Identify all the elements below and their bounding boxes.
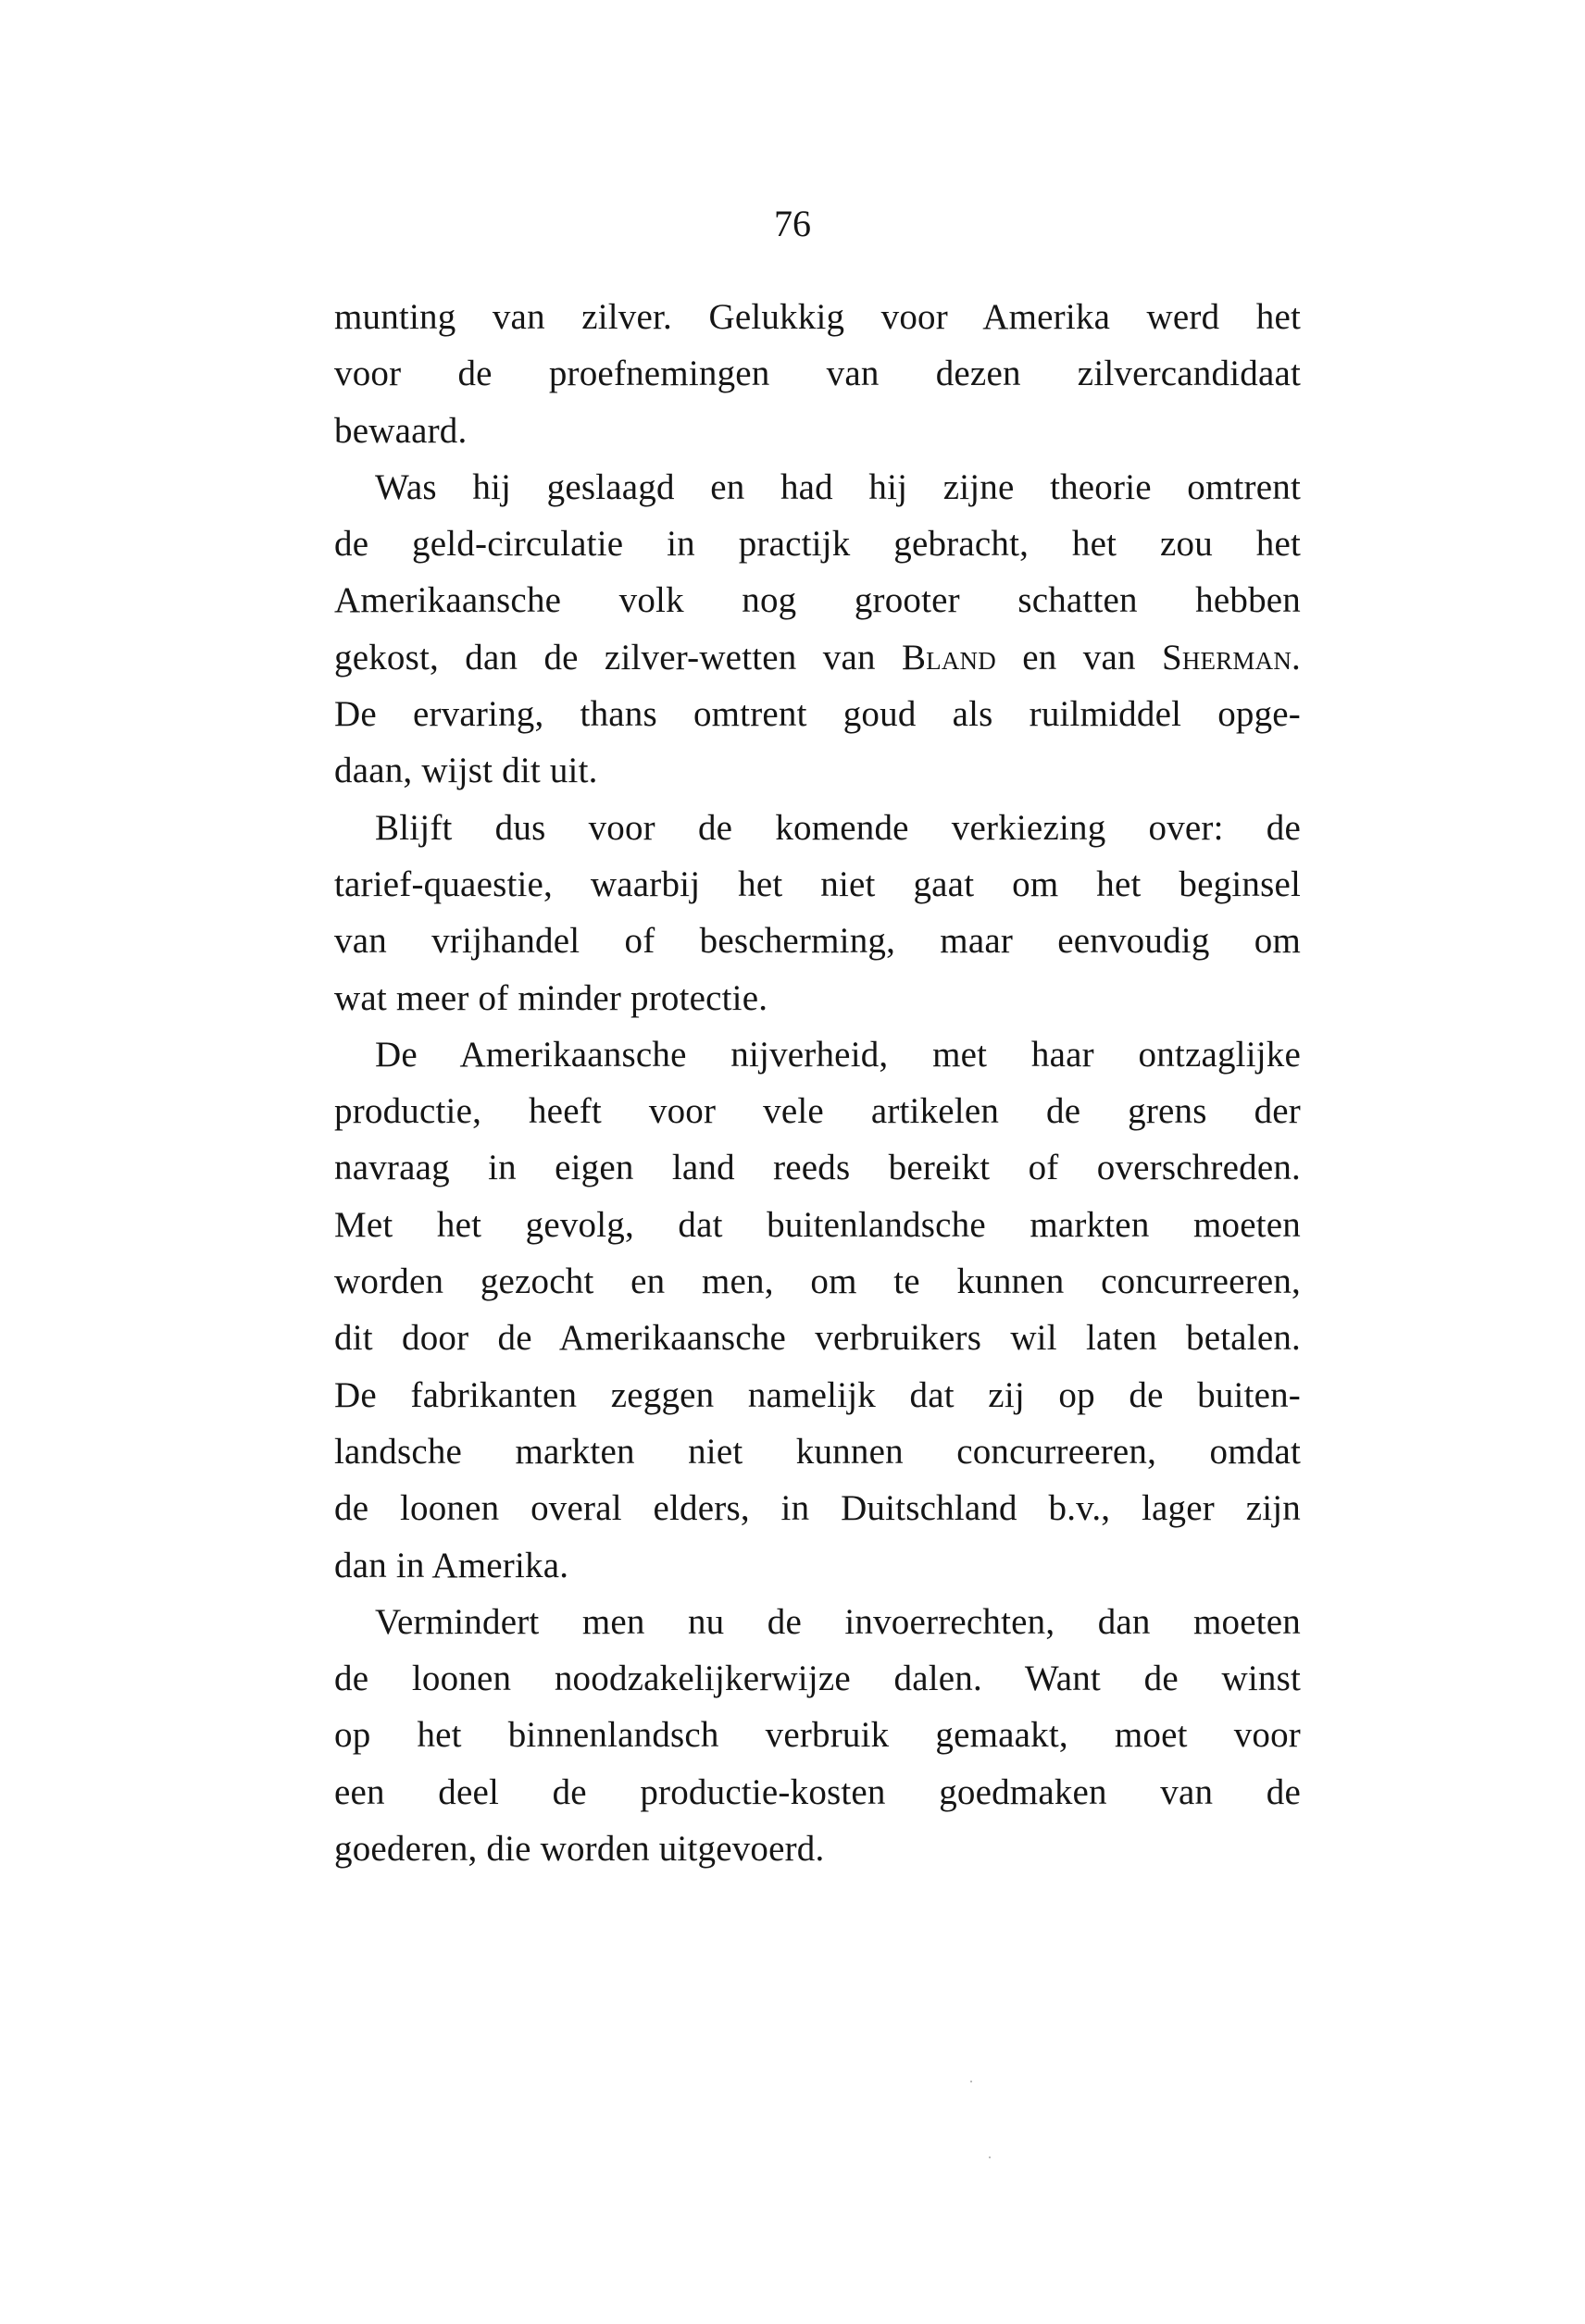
text-segment: . <box>1292 637 1301 677</box>
text-line: van vrijhandel of bescherming, maar eenvoudig om <box>334 921 1301 962</box>
text-segment: gekost, dan de zilver-wetten van <box>334 637 902 677</box>
text-line: tarief-quaestie, waarbij het niet gaat om het beginsel <box>334 864 1301 904</box>
text-line: voor de proefnemingen van dezen zilvercandidaat <box>334 354 1301 394</box>
paragraph-start-line: Blijft dus voor de komende verkiezing over: de <box>375 807 1301 848</box>
text-line: productie, heeft voor vele artikelen de grens der <box>334 1091 1301 1132</box>
text-line: De ervaring, thans omtrent goud als ruilmiddel opge- <box>334 694 1301 735</box>
text-line: Met het gevolg, dat buitenlandsche markten moeten <box>334 1204 1301 1245</box>
small-caps-name-sherman: Sherman <box>1161 637 1292 677</box>
text-line: De fabrikanten zeggen namelijk dat zij op de buiten- <box>334 1374 1301 1415</box>
text-line: Amerikaansche volk nog grooter schatten hebben <box>334 580 1301 621</box>
text-line: goederen, die worden uitgevoerd. <box>334 1829 825 1870</box>
body-text <box>334 289 1301 1877</box>
paragraph-start-line: Was hij geslaagd en had hij zijne theorie omtrent <box>375 466 1301 507</box>
paragraph-start-line: De Amerikaansche nijverheid, met haar ontzaglijke <box>375 1034 1301 1075</box>
small-caps-name-bland: Bland <box>901 637 996 677</box>
text-segment: en van <box>995 637 1162 677</box>
text-line: navraag in eigen land reeds bereikt of overschreden. <box>334 1148 1301 1188</box>
text-line: daan, wijst dit uit. <box>334 751 598 791</box>
page-number: 76 <box>774 203 811 244</box>
text-line: dan in Amerika. <box>334 1545 569 1585</box>
text-line: de loonen overal elders, in Duitschland b.v., lager zijn <box>334 1488 1301 1529</box>
text-line: bewaard. <box>334 410 468 451</box>
text-line: de loonen noodzakelijkerwijze dalen. Want de winst <box>334 1659 1301 1699</box>
text-line: op het binnenlandsch verbruik gemaakt, moet voor <box>334 1715 1301 1756</box>
text-line: munting van zilver. Gelukkig voor Amerika werd het <box>334 297 1301 337</box>
text-line <box>334 629 1301 686</box>
text-line: de geld-circulatie in practijk gebracht, het zou het <box>334 524 1301 565</box>
text-line: dit door de Amerikaansche verbruikers wil laten betalen. <box>334 1318 1301 1359</box>
paragraph-start-line: Vermindert men nu de invoerrechten, dan moeten <box>375 1601 1301 1642</box>
scan-speck <box>970 2081 972 2082</box>
text-line: worden gezocht en men, om te kunnen concurreeren, <box>334 1261 1301 1302</box>
text-line: wat meer of minder protectie. <box>334 977 768 1018</box>
scan-speck <box>989 2156 991 2158</box>
text-line: landsche markten niet kunnen concurreeren, omdat <box>334 1431 1301 1472</box>
text-line: een deel de productie-kosten goedmaken van de <box>334 1771 1301 1812</box>
